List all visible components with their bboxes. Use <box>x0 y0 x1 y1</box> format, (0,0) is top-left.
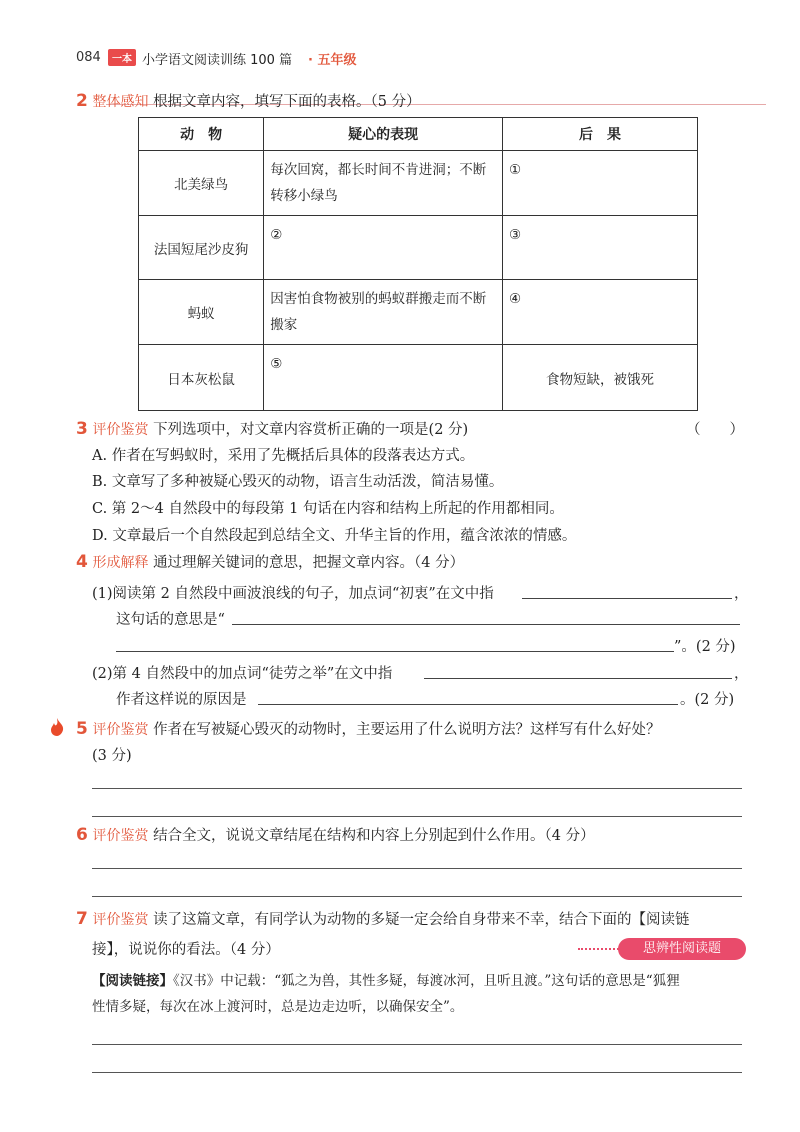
q7-text: 读了这篇文章，有同学认为动物的多疑一定会给自身带来不幸，结合下面的【阅读链 <box>153 912 690 928</box>
q4-part1-blank[interactable] <box>522 598 732 599</box>
page-number: 084 <box>76 50 101 65</box>
table-cell-animal: 北美绿鸟 <box>139 151 264 216</box>
q4-number: 4 <box>76 552 88 572</box>
grade-label: · 五年级 <box>308 53 357 68</box>
q4-part1-meaning: 这句话的意思是“ <box>116 612 225 628</box>
table-row <box>139 345 698 411</box>
table-cell-animal: 日本灰松鼠 <box>139 345 264 411</box>
table-cell-result[interactable]: 食物短缺，被饿死 <box>503 345 698 411</box>
answer-line[interactable] <box>92 816 742 817</box>
table-row <box>139 216 698 280</box>
table-row <box>139 280 698 345</box>
q3-text: 下列选项中，对文章内容赏析正确的一项是(2 分) <box>153 422 469 438</box>
question-4 <box>76 551 464 572</box>
table-cell-behavior[interactable]: 每次回窝，都长时间不肯进洞；不断转移小绿鸟 <box>264 151 503 216</box>
q3-tag: 评价鉴赏 <box>92 422 149 438</box>
q4-part2-reason: 作者这样说的原因是 <box>116 692 247 708</box>
q7-tag: 评价鉴赏 <box>92 912 149 928</box>
table-cell-behavior[interactable]: ⑤ <box>264 345 503 411</box>
comma: ， <box>734 586 749 602</box>
table-cell-result[interactable]: ④ <box>503 280 698 345</box>
table-cell-animal: 蚂蚁 <box>139 280 264 345</box>
brand-badge: 一本 <box>108 49 136 66</box>
table-row <box>139 151 698 216</box>
table-header: 疑心的表现 <box>264 118 503 151</box>
q5-number: 5 <box>76 719 88 739</box>
q2-tag: 整体感知 <box>92 94 149 110</box>
q4-part1-score: ”。(2 分) <box>674 639 736 655</box>
q6-tag: 评价鉴赏 <box>92 828 149 844</box>
q4-part2-score: 。(2 分) <box>680 692 735 708</box>
q7-text-2: 接】，说说你的看法。（4 分） <box>92 942 280 958</box>
answer-line[interactable] <box>92 868 742 869</box>
question-7 <box>76 908 690 929</box>
series-title: 小学语文阅读训练 100 篇 <box>142 53 293 68</box>
flame-icon <box>50 718 64 736</box>
option-c[interactable]: C. 第 2～4 自然段中的每段第 1 句话在内容和结构上所起的作用都相同。 <box>92 501 564 517</box>
table-header: 动 物 <box>139 118 264 151</box>
table-cell-behavior[interactable]: 因害怕食物被别的蚂蚁群搬走而不断搬家 <box>264 280 503 345</box>
page-header <box>76 44 766 68</box>
q5-tag: 评价鉴赏 <box>92 722 149 738</box>
comma: ， <box>734 666 749 682</box>
table-cell-behavior[interactable]: ② <box>264 216 503 280</box>
answer-line[interactable] <box>92 1072 742 1073</box>
table-cell-animal: 法国短尾沙皮狗 <box>139 216 264 280</box>
q4-meaning-blank-2[interactable] <box>116 651 674 652</box>
q5-score: (3 分) <box>92 748 132 764</box>
q3-answer-bracket[interactable]: （ ） <box>686 422 744 438</box>
q4-tag: 形成解释 <box>92 555 149 571</box>
reading-link-line-1 <box>92 968 752 994</box>
q3-number: 3 <box>76 419 88 439</box>
reading-link-text-2: 性情多疑，每次在冰上渡河时，总是边走边听，以确保安全”。 <box>92 999 464 1015</box>
q4-part2-prompt: (2)第 4 自然段中的加点词“徒劳之举”在文中指 <box>92 666 393 682</box>
q4-part1-prompt: (1)阅读第 2 自然段中画波浪线的句子，加点词“初衷”在文中指 <box>92 586 494 602</box>
q4-meaning-blank[interactable] <box>232 624 740 625</box>
answer-line[interactable] <box>92 896 742 897</box>
question-6 <box>76 824 595 845</box>
option-b[interactable]: B. 文章写了多种被疑心毁灭的动物，语言生动活泼，简洁易懂。 <box>92 474 504 490</box>
answer-table <box>138 117 698 411</box>
q4-text: 通过理解关键词的意思，把握文章内容。（4 分） <box>153 555 465 571</box>
q6-number: 6 <box>76 825 88 845</box>
reading-link-label: 【阅读链接】 <box>92 973 173 989</box>
answer-line[interactable] <box>92 788 742 789</box>
option-d[interactable]: D. 文章最后一个自然段起到总结全文、升华主旨的作用，蕴含浓浓的情感。 <box>92 528 577 544</box>
table-cell-result[interactable]: ① <box>503 151 698 216</box>
q5-text: 作者在写被疑心毁灭的动物时，主要运用了什么说明方法？这样写有什么好处？ <box>153 722 661 738</box>
table-header-row <box>139 118 698 151</box>
question-3 <box>76 418 468 439</box>
table-cell-result[interactable]: ③ <box>503 216 698 280</box>
badge-label: 思辨性阅读题 <box>618 938 746 960</box>
q2-text: 根据文章内容，填写下面的表格。（5 分） <box>153 94 421 110</box>
option-a[interactable]: A. 作者在写蚂蚁时，采用了先概括后具体的段落表达方式。 <box>92 448 475 464</box>
answer-line[interactable] <box>92 1044 742 1045</box>
badge-dots <box>578 948 622 950</box>
q6-text: 结合全文，说说文章结尾在结构和内容上分别起到什么作用。（4 分） <box>153 828 595 844</box>
question-5 <box>76 718 661 739</box>
table-header: 后 果 <box>503 118 698 151</box>
q7-number: 7 <box>76 909 88 929</box>
question-2 <box>76 90 421 111</box>
critical-thinking-badge <box>578 938 750 960</box>
q4-reason-blank[interactable] <box>258 704 678 705</box>
q4-part2-blank[interactable] <box>424 678 732 679</box>
reading-link-text-1: 《汉书》中记载：“狐之为兽，其性多疑，每渡冰河，且听且渡。”这句话的意思是“狐狸 <box>173 973 680 989</box>
q2-number: 2 <box>76 91 88 111</box>
